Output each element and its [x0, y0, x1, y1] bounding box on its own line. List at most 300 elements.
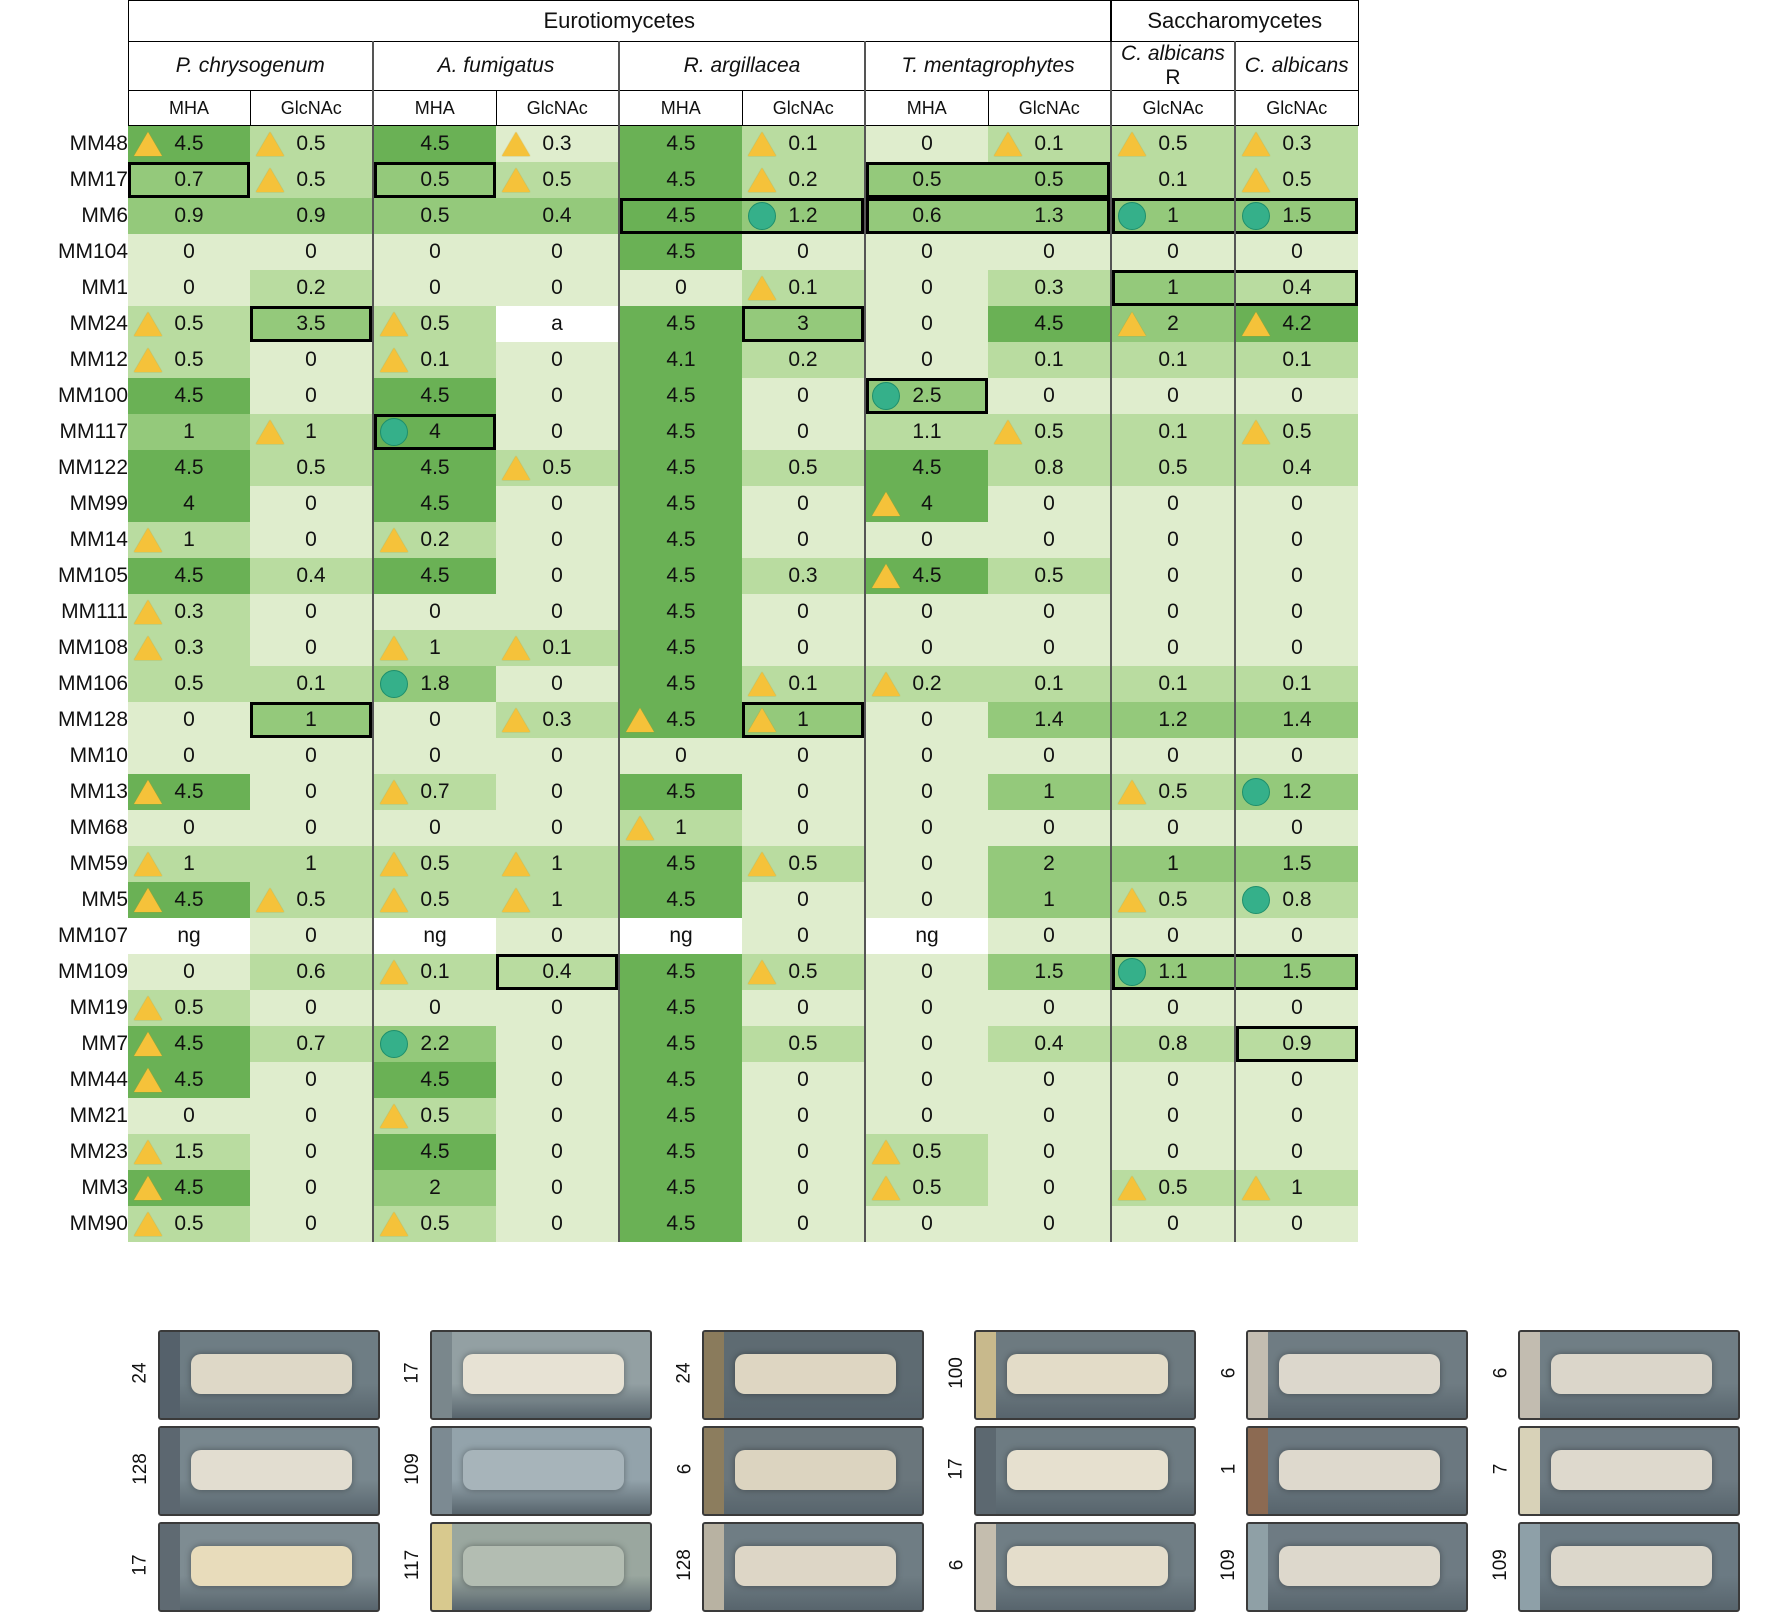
strain-label: MM24 [0, 306, 128, 342]
cell-value: 0.5 [296, 132, 326, 155]
cell-value: a [551, 312, 563, 335]
heatmap-cell [1111, 738, 1235, 774]
cell-value: 4.5 [420, 132, 450, 155]
heatmap-cell [619, 162, 742, 198]
heatmap-cell [128, 306, 250, 342]
heatmap-cell [1111, 1098, 1235, 1134]
triangle-marker-icon [134, 996, 162, 1020]
heatmap-cell [128, 630, 250, 666]
heatmap-cell [1111, 1206, 1235, 1242]
cell-value: 0 [797, 420, 809, 443]
media-header-mha: MHA [619, 91, 742, 126]
cell-value: 0 [1291, 384, 1303, 407]
cell-value: 0.5 [296, 888, 326, 911]
heatmap-cell [619, 990, 742, 1026]
cell-value: 0.4 [542, 960, 572, 983]
cell-value: 0 [429, 276, 441, 299]
table-row [0, 1206, 1358, 1242]
cell-value: 0.1 [542, 636, 572, 659]
heatmap-cell [128, 666, 250, 702]
cell-value: 0 [921, 312, 933, 335]
heatmap-cell [1235, 630, 1358, 666]
growth-streak [1007, 1450, 1168, 1490]
cell-value: 0 [1167, 600, 1179, 623]
table-body [0, 126, 1358, 1243]
species-name: T. mentagrophytes [901, 54, 1075, 77]
heatmap-cell [1111, 990, 1235, 1026]
heatmap-cell [988, 918, 1111, 954]
heatmap-cell [128, 1170, 250, 1206]
triangle-marker-icon [134, 1068, 162, 1092]
cell-value: 0 [921, 636, 933, 659]
triangle-marker-icon [134, 528, 162, 552]
photo-label-text: 1 [1217, 1463, 1239, 1475]
heatmap-cell [250, 162, 373, 198]
heatmap-cell [988, 738, 1111, 774]
cell-value: 0 [1043, 1140, 1055, 1163]
heatmap-cell [619, 1170, 742, 1206]
cell-value: 4.5 [666, 384, 696, 407]
plate-edge [1248, 1524, 1268, 1610]
cell-value: 0 [551, 348, 563, 371]
cell-value: 0 [551, 996, 563, 1019]
heatmap-cell [619, 558, 742, 594]
cell-value: 0.1 [420, 960, 450, 983]
heatmap-cell [128, 882, 250, 918]
cell-value: 4.5 [420, 1068, 450, 1091]
species-header [373, 42, 619, 91]
cell-value: 0 [1291, 1068, 1303, 1091]
photo-label [1216, 1522, 1242, 1608]
heatmap-cell [496, 450, 619, 486]
plate-edge [1248, 1332, 1268, 1418]
heatmap-cell [865, 630, 988, 666]
heatmap-cell [373, 378, 496, 414]
triangle-marker-icon [134, 348, 162, 372]
cell-value: 0 [1167, 816, 1179, 839]
heatmap-cell [1111, 666, 1235, 702]
table-row [0, 198, 1358, 234]
heatmap-cell [742, 738, 865, 774]
cell-value: 0.2 [912, 672, 942, 695]
heatmap-cell [250, 126, 373, 163]
heatmap-cell [250, 270, 373, 306]
cell-value: 2 [1167, 312, 1179, 335]
photo-label-text: 17 [401, 1362, 423, 1384]
cell-value: 0.5 [174, 348, 204, 371]
plate-edge [160, 1524, 180, 1610]
cell-value: 0 [797, 924, 809, 947]
heatmap-cell [496, 774, 619, 810]
plate-edge [976, 1332, 996, 1418]
heatmap-cell [496, 486, 619, 522]
triangle-marker-icon [748, 672, 776, 696]
growth-streak [191, 1546, 352, 1586]
cell-value: 4.5 [666, 996, 696, 1019]
heatmap-cell [373, 882, 496, 918]
cell-value: 0 [1291, 492, 1303, 515]
photo-label-text: 117 [402, 1549, 424, 1581]
heatmap-cell [128, 594, 250, 630]
cell-value: 0 [305, 240, 317, 263]
heatmap-cell [742, 198, 865, 234]
triangle-marker-icon [502, 888, 530, 912]
species-header [1111, 42, 1235, 91]
cell-value: 4.5 [666, 852, 696, 875]
cell-value: 0.1 [1034, 672, 1064, 695]
photo-label [128, 1330, 154, 1416]
cell-value: 0 [1291, 996, 1303, 1019]
heatmap-cell [373, 558, 496, 594]
heatmap-cell [496, 810, 619, 846]
heatmap-cell [742, 126, 865, 163]
heatmap-cell [250, 558, 373, 594]
cell-value: 0.3 [542, 132, 572, 155]
cell-value: 0.5 [1158, 132, 1188, 155]
heatmap-cell [1111, 1134, 1235, 1170]
growth-streak [463, 1354, 624, 1394]
cell-value: 0.5 [174, 312, 204, 335]
heatmap-cell [1111, 1170, 1235, 1206]
heatmap-cell [619, 594, 742, 630]
triangle-marker-icon [748, 960, 776, 984]
cell-value: 4.5 [174, 456, 204, 479]
strain-label: MM99 [0, 486, 128, 522]
heatmap-cell [128, 486, 250, 522]
heatmap-cell [496, 234, 619, 270]
media-header-glcnac: GlcNAc [988, 91, 1111, 126]
cell-value: 4.5 [1034, 312, 1064, 335]
cell-value: 0 [551, 240, 563, 263]
heatmap-cell [373, 774, 496, 810]
heatmap-cell [373, 630, 496, 666]
cell-value: 0 [551, 600, 563, 623]
heatmap-cell [742, 1098, 865, 1134]
cell-value: 0.2 [788, 348, 818, 371]
cell-value: 0 [921, 600, 933, 623]
heatmap-cell [742, 378, 865, 414]
triangle-marker-icon [1242, 168, 1270, 192]
heatmap-cell [988, 270, 1111, 306]
heatmap-cell [619, 306, 742, 342]
cell-value: 1.8 [420, 672, 450, 695]
heatmap-cell [496, 1062, 619, 1098]
cell-value: 0.1 [1158, 420, 1188, 443]
corner-cell-2 [0, 42, 128, 91]
heatmap-cell [865, 378, 988, 414]
cell-value: 4.5 [666, 888, 696, 911]
photo-row [1216, 1426, 1468, 1512]
cell-value: ng [669, 924, 693, 947]
cell-value: 1.1 [1158, 960, 1188, 983]
agar-plate-photo [1518, 1330, 1740, 1420]
photo-label [400, 1522, 426, 1608]
cell-value: 0.5 [174, 672, 204, 695]
cell-value: 0 [305, 1212, 317, 1235]
cell-value: 0.5 [420, 888, 450, 911]
strain-label: MM48 [0, 126, 128, 163]
heatmap-cell [865, 810, 988, 846]
heatmap-cell [128, 1062, 250, 1098]
cell-value: 0.5 [1158, 888, 1188, 911]
cell-value: 0.3 [1034, 276, 1064, 299]
growth-streak [735, 1546, 896, 1586]
cell-value: 0 [305, 528, 317, 551]
cell-value: 0 [305, 1140, 317, 1163]
heatmap-cell [1235, 774, 1358, 810]
heatmap-cell [373, 702, 496, 738]
heatmap-cell [250, 486, 373, 522]
heatmap-cell [128, 918, 250, 954]
plate-edge [704, 1524, 724, 1610]
cell-value: 0.2 [788, 168, 818, 191]
cell-value: 0 [1167, 744, 1179, 767]
cell-value: 0 [1167, 996, 1179, 1019]
heatmap-cell [742, 270, 865, 306]
cell-value: 0 [797, 528, 809, 551]
heatmap-cell [1111, 378, 1235, 414]
table-row [0, 630, 1358, 666]
heatmap-cell [619, 486, 742, 522]
cell-value: 4.5 [666, 204, 696, 227]
heatmap-cell [1235, 1134, 1358, 1170]
triangle-marker-icon [1118, 888, 1146, 912]
heatmap-cell [1235, 162, 1358, 198]
triangle-marker-icon [256, 168, 284, 192]
triangle-marker-icon [1242, 420, 1270, 444]
heatmap-cell [619, 234, 742, 270]
heatmap-cell [619, 1134, 742, 1170]
cell-value: 0 [429, 744, 441, 767]
heatmap-cell [373, 450, 496, 486]
cell-value: 4.5 [666, 492, 696, 515]
triangle-marker-icon [872, 1140, 900, 1164]
cell-value: 0.5 [542, 168, 572, 191]
heatmap-cell [742, 1206, 865, 1242]
photo-label [1216, 1426, 1242, 1512]
cell-value: 0.5 [542, 456, 572, 479]
cell-value: 0 [1167, 1068, 1179, 1091]
photo-column [1488, 1330, 1740, 1618]
cell-value: 0 [675, 276, 687, 299]
cell-value: 0 [797, 384, 809, 407]
heatmap-cell [250, 594, 373, 630]
heatmap-cell [619, 846, 742, 882]
cell-value: 0 [1167, 636, 1179, 659]
cell-value: 0.9 [296, 204, 326, 227]
heatmap-cell [742, 1026, 865, 1062]
heatmap-cell [496, 738, 619, 774]
heatmap-cell [742, 846, 865, 882]
cell-value: 1 [305, 420, 317, 443]
triangle-marker-icon [134, 312, 162, 336]
strain-label: MM104 [0, 234, 128, 270]
growth-streak [1007, 1354, 1168, 1394]
plate-edge [160, 1428, 180, 1514]
table-row [0, 1026, 1358, 1062]
corner-cell [0, 1, 128, 42]
heatmap-cell [496, 1098, 619, 1134]
triangle-marker-icon [748, 852, 776, 876]
growth-streak [1007, 1546, 1168, 1586]
growth-streak [1279, 1546, 1440, 1586]
heatmap-cell [1111, 882, 1235, 918]
table-row [0, 990, 1358, 1026]
circle-marker-icon [1242, 886, 1270, 914]
heatmap-cell [742, 882, 865, 918]
photo-row [1216, 1330, 1468, 1416]
cell-value: 0 [797, 816, 809, 839]
heatmap-cell [988, 1026, 1111, 1062]
cell-value: 0 [797, 1068, 809, 1091]
agar-plate-photo [974, 1330, 1196, 1420]
strain-label: MM1 [0, 270, 128, 306]
heatmap-cell [742, 990, 865, 1026]
heatmap-cell [865, 1206, 988, 1242]
cell-value: 4.5 [174, 384, 204, 407]
heatmap-cell [619, 126, 742, 163]
cell-value: 0 [1043, 636, 1055, 659]
cell-value: 0.1 [420, 348, 450, 371]
cell-value: 0.5 [296, 456, 326, 479]
heatmap-cell [619, 198, 742, 234]
cell-value: 0 [551, 420, 563, 443]
cell-value: 4.5 [174, 1032, 204, 1055]
strain-label: MM5 [0, 882, 128, 918]
triangle-marker-icon [256, 420, 284, 444]
heatmap-cell [128, 162, 250, 198]
agar-plate-photo [974, 1522, 1196, 1612]
cell-value: 0 [429, 240, 441, 263]
photo-row [1488, 1426, 1740, 1512]
table-row [0, 846, 1358, 882]
heatmap-cell [1111, 234, 1235, 270]
cell-value: 0 [551, 1068, 563, 1091]
species-header [865, 42, 1111, 91]
cell-value: 4.5 [666, 1140, 696, 1163]
cell-value: 4.5 [174, 132, 204, 155]
cell-value: 0 [429, 816, 441, 839]
cell-value: 4.5 [912, 456, 942, 479]
heatmap-cell [128, 342, 250, 378]
strain-label: MM117 [0, 414, 128, 450]
photo-column [400, 1330, 652, 1618]
heatmap-cell [128, 990, 250, 1026]
heatmap-cell [496, 1134, 619, 1170]
cell-value: 0 [797, 744, 809, 767]
agar-plate-photo [158, 1522, 380, 1612]
photo-row [1216, 1522, 1468, 1608]
plate-edge [432, 1524, 452, 1610]
heatmap-cell [742, 666, 865, 702]
heatmap-cell [250, 198, 373, 234]
corner-cell-3 [0, 91, 128, 126]
heatmap-cell [496, 630, 619, 666]
heatmap-cell [619, 702, 742, 738]
cell-value: 4.5 [666, 1212, 696, 1235]
cell-value: 0 [551, 672, 563, 695]
heatmap-cell [496, 882, 619, 918]
cell-value: 0 [675, 744, 687, 767]
cell-value: 0.4 [1034, 1032, 1064, 1055]
triangle-marker-icon [872, 564, 900, 588]
cell-value: 1 [429, 636, 441, 659]
species-header [619, 42, 865, 91]
cell-value: 0.5 [420, 168, 450, 191]
cell-value: 4.5 [666, 528, 696, 551]
heatmap-cell [619, 414, 742, 450]
triangle-marker-icon [380, 888, 408, 912]
photo-row [672, 1426, 924, 1512]
heatmap-cell [1235, 270, 1358, 306]
growth-streak [1279, 1354, 1440, 1394]
heatmap-cell [250, 774, 373, 810]
heatmap-cell [1111, 450, 1235, 486]
cell-value: 4.5 [666, 708, 696, 731]
cell-value: 4.5 [666, 1068, 696, 1091]
cell-value: 0 [1043, 600, 1055, 623]
heatmap-cell [865, 306, 988, 342]
cell-value: 0 [921, 744, 933, 767]
cell-value: 0 [797, 240, 809, 263]
triangle-marker-icon [502, 852, 530, 876]
photo-row [128, 1330, 380, 1416]
cell-value: 0 [1291, 636, 1303, 659]
species-name: A. fumigatus [437, 54, 555, 77]
strain-label: MM17 [0, 162, 128, 198]
heatmap-cell [250, 234, 373, 270]
heatmap-cell [250, 342, 373, 378]
cell-value: 0.1 [1282, 672, 1312, 695]
cell-value: 3.5 [296, 312, 326, 335]
heatmap-cell [373, 1062, 496, 1098]
circle-marker-icon [1118, 958, 1146, 986]
heatmap-cell [1111, 1062, 1235, 1098]
heatmap-cell [619, 918, 742, 954]
triangle-marker-icon [1242, 312, 1270, 336]
photo-row [1488, 1330, 1740, 1416]
heatmap-cell [619, 882, 742, 918]
heatmap-cell [865, 666, 988, 702]
heatmap-cell [1235, 1206, 1358, 1242]
heatmap-cell [496, 378, 619, 414]
circle-marker-icon [1242, 778, 1270, 806]
media-header-glcnac: GlcNAc [1235, 91, 1358, 126]
cell-value: 0.7 [420, 780, 450, 803]
heatmap-cell [128, 1134, 250, 1170]
cell-value: 4.5 [420, 492, 450, 515]
cell-value: 0.4 [542, 204, 572, 227]
triangle-marker-icon [134, 1140, 162, 1164]
strain-label: MM44 [0, 1062, 128, 1098]
heatmap-cell [496, 954, 619, 990]
cell-value: 4 [183, 492, 195, 515]
heatmap-cell [1235, 378, 1358, 414]
cell-value: 4.5 [912, 564, 942, 587]
cell-value: 0 [1167, 384, 1179, 407]
cell-value: 1.5 [1282, 852, 1312, 875]
cell-value: 4.5 [666, 1176, 696, 1199]
cell-value: 1.2 [1282, 780, 1312, 803]
heatmap-cell [496, 306, 619, 342]
photo-label [1488, 1522, 1514, 1608]
photo-label-text: 109 [1218, 1549, 1240, 1581]
cell-value: 0 [1043, 384, 1055, 407]
cell-value: 0 [1291, 600, 1303, 623]
growth-streak [735, 1354, 896, 1394]
triangle-marker-icon [380, 348, 408, 372]
heatmap-cell [619, 666, 742, 702]
